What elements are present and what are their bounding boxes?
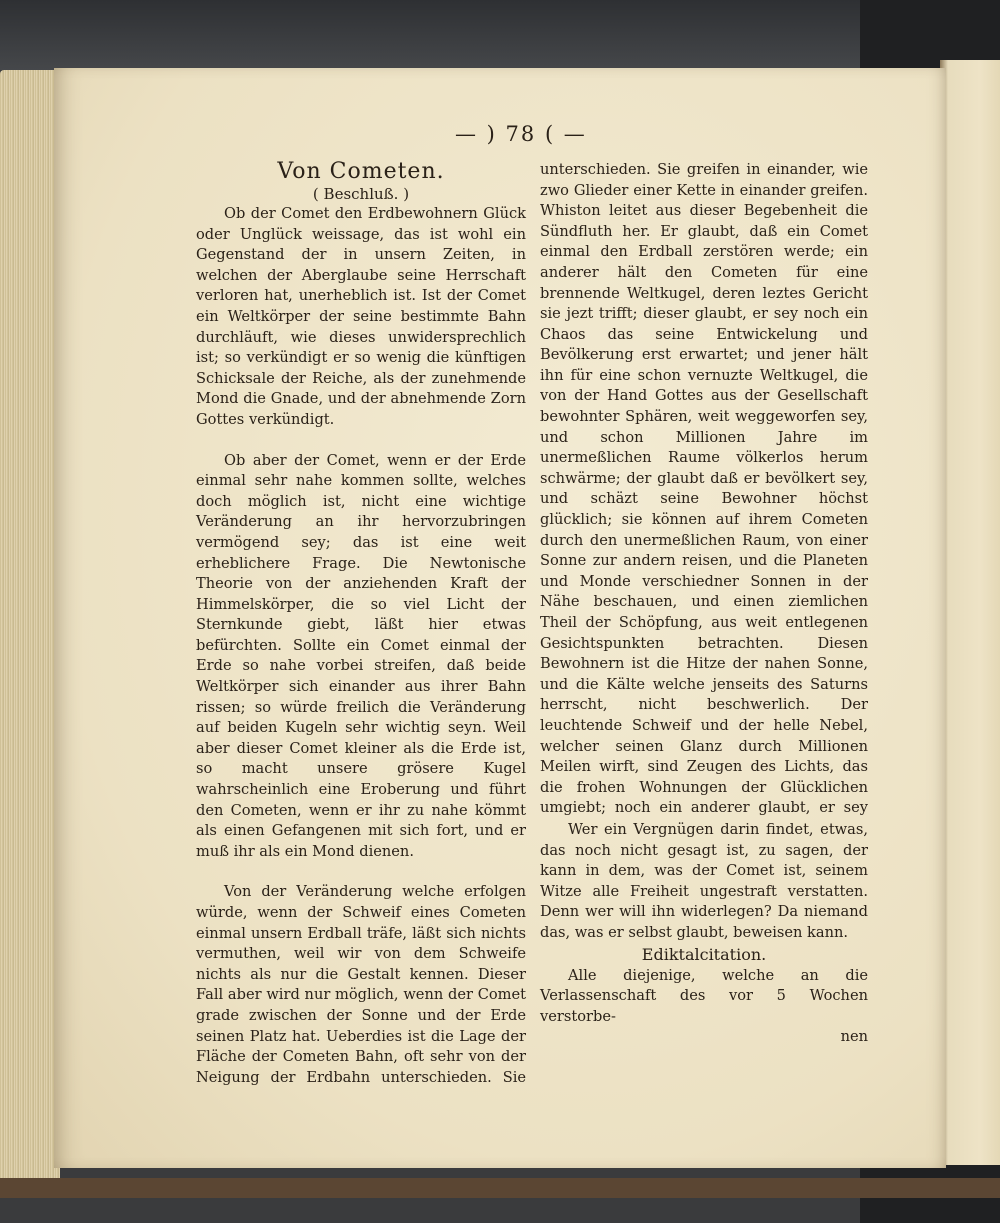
facing-page-edge bbox=[940, 60, 1000, 1165]
paragraph-2: Ob aber der Comet, wenn er der Erde einmal sehr nahe kommen sollte, welches doch möglich ist, nicht eine wichtige Veränderung an ihr hervorzubringen vermögend sey; das ist eine weit erheblichere Frage. Die Newtonische Theorie von der anziehenden Kraft der Himmelskörper, die so viel Licht der Sternkunde giebt, läßt hier etwas befürchten. Sollte ein Comet einmal der Erde so nahe vorbei streifen, daß beide Weltkörper sich einander aus ihrer Bahn rissen; so würde freilich die Veränderung auf beiden Kugeln sehr wichtig seyn. Weil aber dieser Comet kleiner als die Erde ist, so macht unsere grösere Kugel wahrscheinlich eine Eroberung und führt den Cometen, wenn er ihr zu nahe kömmt als einen Gefangenen mit sich fort, und er muß ihr als ein Mond dienen. bbox=[196, 451, 526, 860]
book-cover-edge bbox=[0, 1178, 1000, 1198]
scanner-background bbox=[0, 0, 1000, 70]
article-title: Von Cometen. bbox=[277, 159, 445, 184]
paragraph-3-overflow-text: unterschieden. Sie greifen in einander, wie zwo Glieder einer Kette in einander greifen. Whiston leitet aus dieser Begebenheit die Sündfluth her. Er glaubt, daß ein Comet einmal den Erdball zerstören werde; ein anderer hält den Cometen für eine brennende Weltkugel, deren leztes Gericht sie jezt trifft; dieser glaubt, er sey noch ein Chaos das seine Entwickelung und Bevölkerung erst erwartet; und jener hält ihn für eine schon vernuzte Weltkugel, die von der Hand Gottes aus der Gesellschaft bewohnter Sphären, weit weggeworfen sey, und schon Millionen Jahre im unermeßlichen Raume völkerlos herum schwärme; der glaubt daß er bevölkert sey, und schäzt seine Bewohner höchst glücklich; sie können auf ihrem Cometen durch den unermeßlichen Raum, von einer Sonne zur andern reisen, und die Planeten und Monde verschiedner Sonnen in der Nähe beschauen, und einen ziemlichen Theil der Schöpfung, aus weit entlegenen Gesichtspunkten betrachten. Diesen Bewohnern ist die Hitze der nahen Sonne, und die Kälte welche jenseits des Saturns herrscht, nicht beschwerlich. Der leuchtende Schweif und der helle Nebel, welcher seinen Glanz durch Millionen Meilen wirft, sind Zeugen des Lichts, das die frohen Wohnungen der Glücklichen umgiebt; noch ein anderer glaubt, er sey bbox=[540, 160, 868, 817]
left-column bbox=[196, 160, 526, 1088]
notice-title: Ediktalcitation. bbox=[641, 944, 767, 964]
page-number: — ) 78 ( — bbox=[455, 122, 587, 146]
right-column bbox=[540, 160, 868, 1048]
paragraph-1: Ob der Comet den Erdbewohnern Glück oder Unglück weissage, das ist wohl ein Gegenstand der in unsern Zeiten, in welchen der Aberglaube seine Herrschaft verloren hat, unerheblich ist. Ist der Comet ein Weltkörper der seine bestimmte Bahn durchläuft, wie dieses unwidersprechlich ist; so verkündigt er so wenig die künftigen Schicksale der Reiche, als der zunehmende Mond die Gnade, und der abnehmende Zorn Gottes verkündigt. bbox=[196, 205, 526, 428]
notice-text: Alle diejenige, welche an die Verlassenschaft des vor 5 Wochen verstorbe- bbox=[540, 966, 868, 1025]
paragraph-3-continued bbox=[540, 160, 868, 820]
book-page-edges bbox=[0, 70, 60, 1190]
catchword: nen bbox=[840, 1028, 868, 1046]
paragraph-gap bbox=[196, 431, 526, 451]
paragraph-3: Von der Veränderung welche erfolgen würde, wenn der Schweif eines Cometen einmal unsern Erdball träfe, läßt sich nichts vermuthen, weil wir von dem Schweife nichts als nur die Gestalt kennen. Dieser Fall aber wird nur möglich, wenn der Comet grade zwischen der Sonne und der Erde seinen Platz hat. Ueberdies ist die Lage der Fläche der Cometen Bahn, oft sehr von der Neigung der Erdbahn unterschieden. Sie bbox=[196, 883, 526, 1086]
article-subtitle: ( Beschluß. ) bbox=[312, 185, 410, 203]
paragraph-gap bbox=[196, 862, 526, 882]
paragraph-4: Wer ein Vergnügen darin findet, etwas, das noch nicht gesagt ist, zu sagen, der kann in dem, was der Comet ist, seinem Witze alle Freiheit ungestraft verstatten. Denn wer will ihn widerlegen? Da niemand das, was er selbst glaubt, beweisen kann. bbox=[540, 821, 868, 941]
